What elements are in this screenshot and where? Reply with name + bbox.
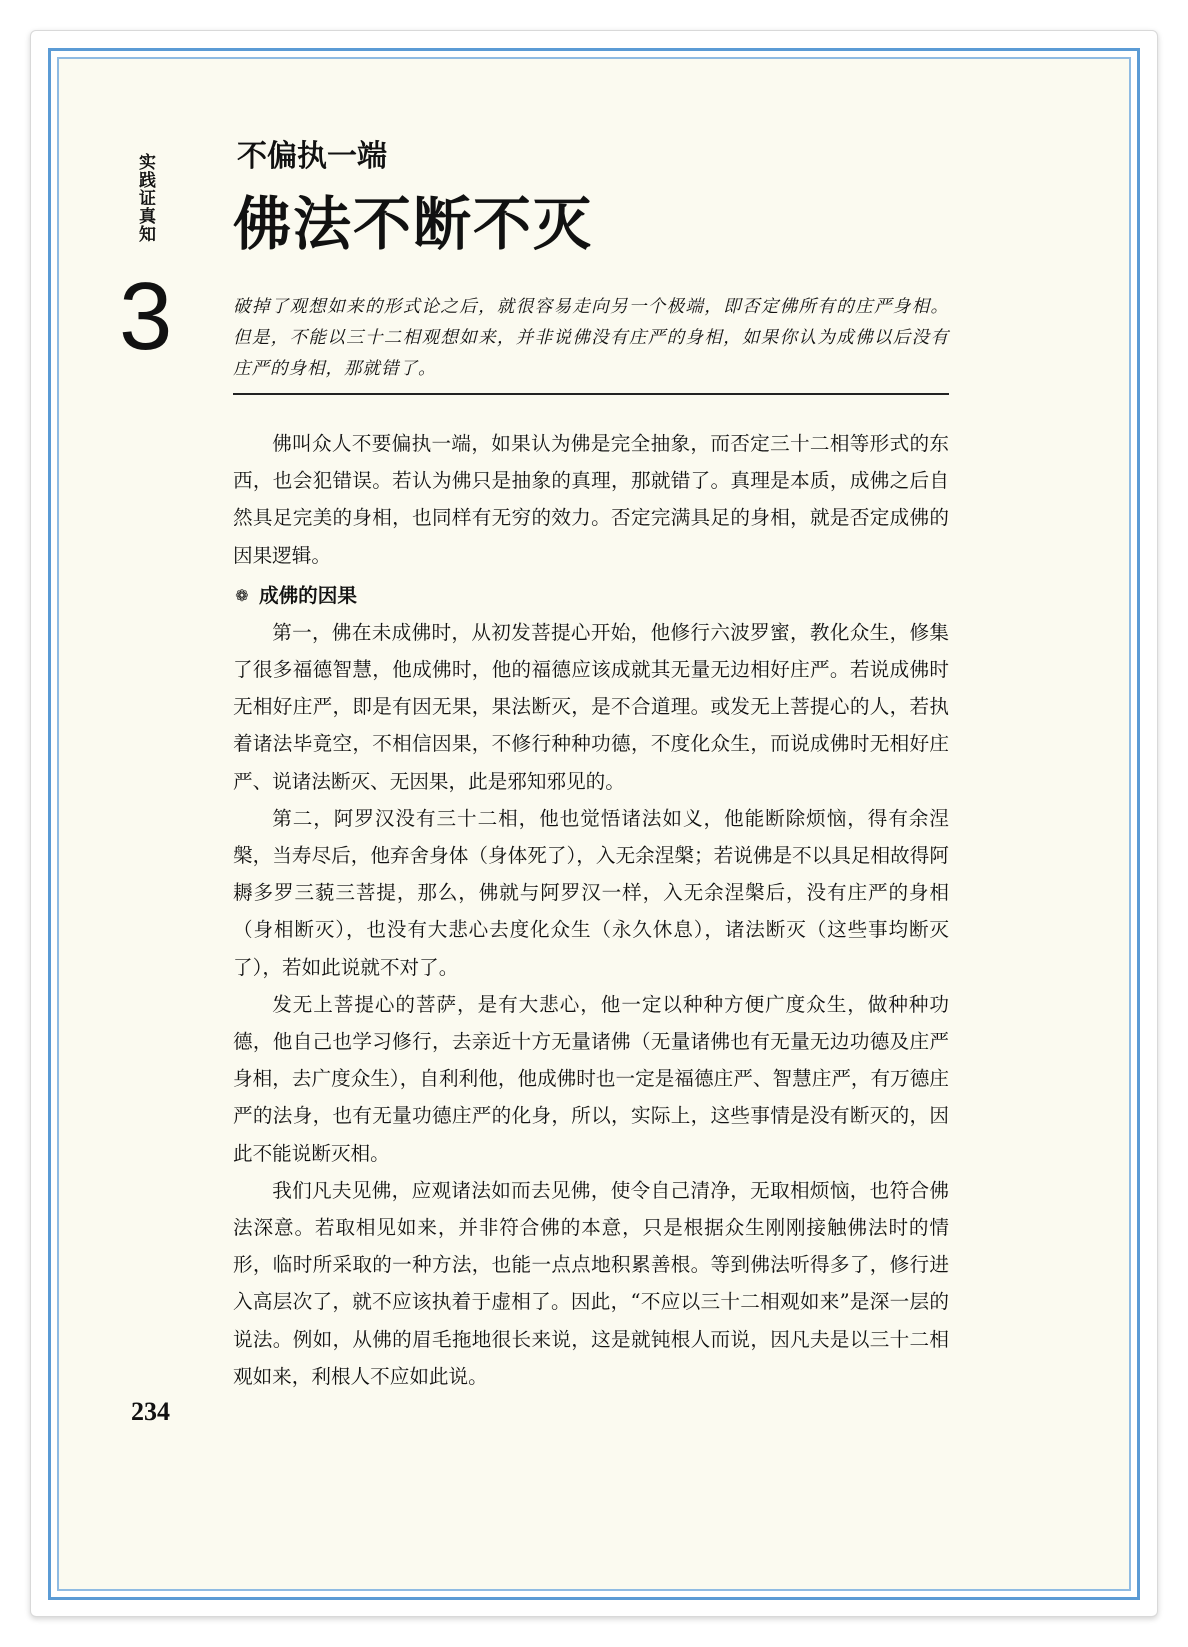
section-label: 实践证真知 — [135, 153, 155, 243]
paragraph-5: 我们凡夫见佛，应观诸法如而去见佛，使令自己清净，无取相烦恼，也符合佛法深意。若取相见如来，并非符合佛的本意，只是根据众生刚刚接触佛法时的情形，临时所采取的一种方法，也能一点点地积累善根。等到佛法听得多了，修行进入高层次了，就不应该执着于虚相了。因此，“不应以三十二相观如来”是深一层的说法。例如，从佛的眉毛拖地很长来说，这是就钝根人而说，因凡夫是以三十二相观如来，利根人不应如此说。 — [233, 1178, 949, 1388]
chapter-subtitle: 不偏执一端 — [237, 139, 387, 174]
chapter-title: 佛法不断不灭 — [233, 190, 594, 258]
paragraph-2: 第一，佛在未成佛时，从初发菩提心开始，他修行六波罗蜜，教化众生，修集了很多福德智慧，他成佛时，他的福德应该成就其无量无边相好庄严。若说成佛时无相好庄严，即是有因无果，果法断灭，是不合道理。或发无上菩提心的人，若执着诸法毕竟空，不相信因果，不修行种种功德，不度化众生，而说成佛时无相好庄严、说诸法断灭、无因果，此是邪知邪见的。 — [233, 620, 949, 793]
page-frame — [48, 48, 1140, 1600]
divider-rule — [233, 393, 949, 395]
page-frame-inner — [57, 57, 1131, 1591]
chapter-intro: 破掉了观想如来的形式论之后，就很容易走向另一个极端，即否定佛所有的庄严身相。但是，不能以三十二相观想如来，并非说佛没有庄严的身相，如果你认为成佛以后没有庄严的身相，那就错了。 — [233, 297, 949, 379]
section-heading — [233, 578, 949, 614]
book-page — [59, 59, 1129, 1589]
paragraph-4: 发无上菩提心的菩萨，是有大悲心，他一定以种种方便广度众生，做种种功德，他自己也学习修行，去亲近十方无量诸佛（无量诸佛也有无量无边功德及庄严身相，去广度众生），自利利他，他成佛时也一定是福德庄严、智慧庄严，有万德庄严的法身，也有无量功德庄严的化身，所以，实际上，这些事情是没有断灭的，因此不能说断灭相。 — [233, 992, 949, 1165]
paragraph-3: 第二，阿罗汉没有三十二相，他也觉悟诸法如义，他能断除烦恼，得有余涅槃，当寿尽后，他弃舍身体（身体死了），入无余涅槃；若说佛是不以具足相故得阿耨多罗三藐三菩提，那么，佛就与阿罗汉一样，入无余涅槃后，没有庄严的身相（身相断灭），也没有大悲心去度化众生（永久休息），诸法断灭（这些事均断灭了），若如此说就不对了。 — [233, 806, 949, 979]
section-number: 3 — [119, 263, 173, 370]
lotus-icon: ❁ — [235, 585, 249, 605]
paragraph-1: 佛叫众人不要偏执一端，如果认为佛是完全抽象，而否定三十二相等形式的东西，也会犯错误。若认为佛只是抽象的真理，那就错了。真理是本质，成佛之后自然具足完美的身相，也同样有无穷的效力。否定完满具足的身相，就是否定成佛的因果逻辑。 — [233, 432, 949, 567]
section-heading-text: 成佛的因果 — [259, 583, 357, 607]
page-number: 234 — [131, 1397, 170, 1426]
body-text — [233, 425, 949, 1395]
